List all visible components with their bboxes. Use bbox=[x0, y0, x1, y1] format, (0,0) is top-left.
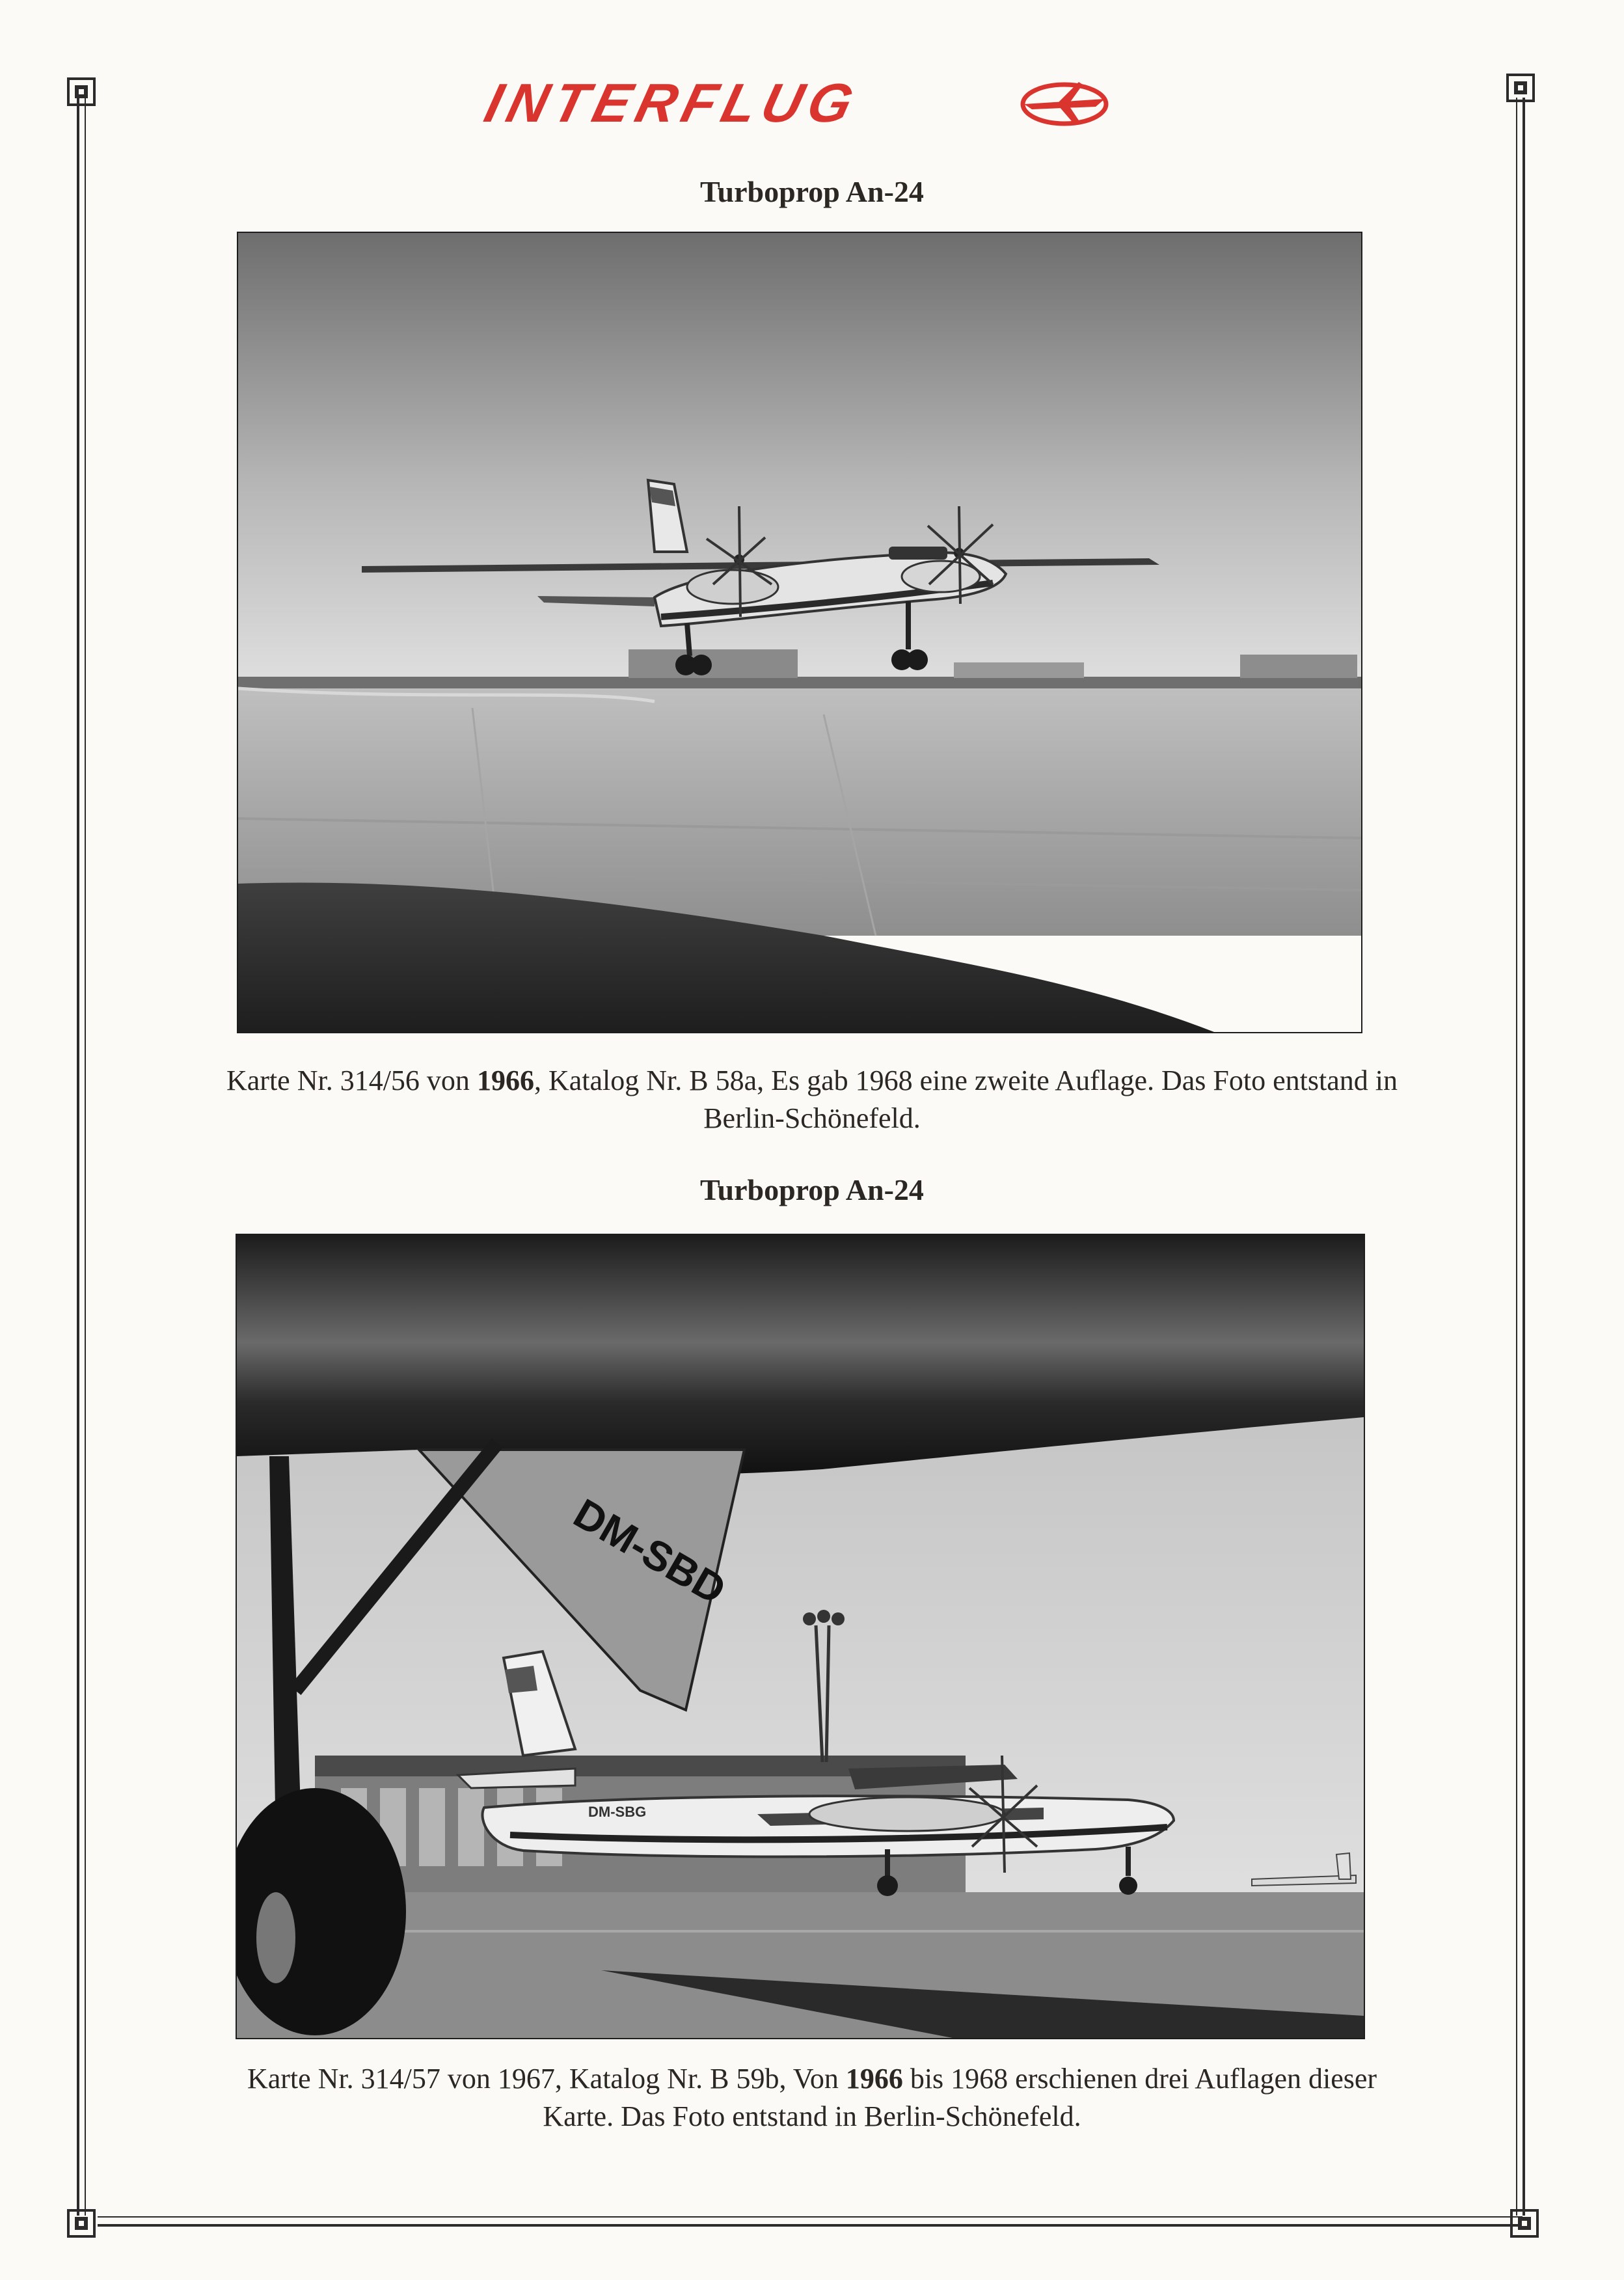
frame-corner-bottom-left bbox=[66, 2208, 96, 2238]
card-1-caption-line-2: Berlin-Schönefeld. bbox=[703, 1102, 921, 1134]
card-2-caption-year: 1966 bbox=[845, 2063, 903, 2095]
aircraft-registration-fuselage: DM-SBG bbox=[588, 1804, 647, 1820]
brand-name: INTERFLUG bbox=[479, 72, 866, 133]
card-1-photo bbox=[238, 233, 1361, 1032]
card-2-caption bbox=[98, 2060, 1526, 2136]
card-2-caption-line-2: Karte. Das Foto entstand in Berlin-Schönefeld. bbox=[543, 2100, 1081, 2132]
interflug-logo bbox=[479, 72, 1111, 133]
frame-bottom-outer bbox=[98, 2224, 1522, 2227]
crane-logo-icon bbox=[1019, 78, 1110, 129]
frame-corner-top-left bbox=[66, 77, 96, 107]
frame-right-inner bbox=[1516, 98, 1517, 2216]
aircraft-registration-wing: DM-SBD bbox=[566, 1489, 734, 1614]
frame-corner-top-right bbox=[1506, 73, 1536, 103]
card-1-caption bbox=[98, 1062, 1526, 1137]
frame-corner-bottom-right bbox=[1509, 2208, 1539, 2238]
frame-left-outer bbox=[77, 98, 79, 2216]
frame-bottom-inner bbox=[98, 2216, 1522, 2218]
card-1-caption-line-1: Karte Nr. 314/56 von 1966, Katalog Nr. B 58a, Es gab 1968 eine zweite Auflage. Das Foto entstand in bbox=[226, 1065, 1398, 1096]
card-1-caption-year: 1966 bbox=[476, 1065, 534, 1096]
card-1-title: Turboprop An-24 bbox=[700, 175, 924, 208]
frame-right-outer bbox=[1522, 98, 1525, 2216]
frame-left-inner bbox=[85, 98, 86, 2216]
card-2-photo bbox=[237, 1235, 1364, 2038]
card-2-title: Turboprop An-24 bbox=[700, 1173, 924, 1206]
card-2-caption-line-1: Karte Nr. 314/57 von 1967, Katalog Nr. B 59b, Von 1966 bis 1968 erschienen drei Auflagen dieser bbox=[247, 2063, 1377, 2095]
